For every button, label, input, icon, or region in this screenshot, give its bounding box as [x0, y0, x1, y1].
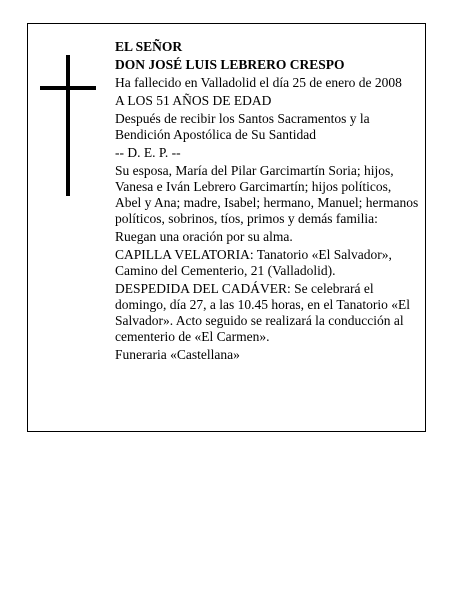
age-line: A LOS 51 AÑOS DE EDAD: [115, 93, 272, 108]
farewell-text: DESPEDIDA DEL CADÁVER: Se celebrará el domingo, día 27, a las 10.45 horas, en el Tanatorio «El Salvador». Acto seguido se realizará la conducción al cementerio de «El Carmen».: [115, 281, 410, 344]
cross-horizontal-bar: [40, 86, 96, 90]
prayer-text: Ruegan una oración por su alma.: [115, 229, 293, 244]
family-text: Su esposa, María del Pilar Garcimartín Soria; hijos, Vanesa e Iván Lebrero Garcimartín; hijos políticos, Abel y Ana; madre, Isabel; hermano, Manuel; hermanos políticos, sobrinos, tíos, primos y demás familia:: [115, 163, 419, 226]
dep-text: -- D. E. P. --: [115, 145, 181, 160]
death-line: Ha fallecido en Valladolid el día 25 de enero de 2008: [115, 75, 402, 90]
cross-vertical-bar: [66, 55, 70, 196]
sacraments-text: Después de recibir los Santos Sacramentos y la Bendición Apostólica de Su Santidad: [115, 111, 370, 142]
deceased-name: DON JOSÉ LUIS LEBRERO CRESPO: [115, 57, 345, 72]
notice-heading: EL SEÑOR: [115, 39, 183, 54]
obituary-notice: [27, 23, 426, 432]
funeral-home-text: Funeraria «Castellana»: [115, 347, 240, 362]
notice-text: [115, 39, 420, 365]
chapel-text: CAPILLA VELATORIA: Tanatorio «El Salvador», Camino del Cementerio, 21 (Valladolid).: [115, 247, 392, 278]
